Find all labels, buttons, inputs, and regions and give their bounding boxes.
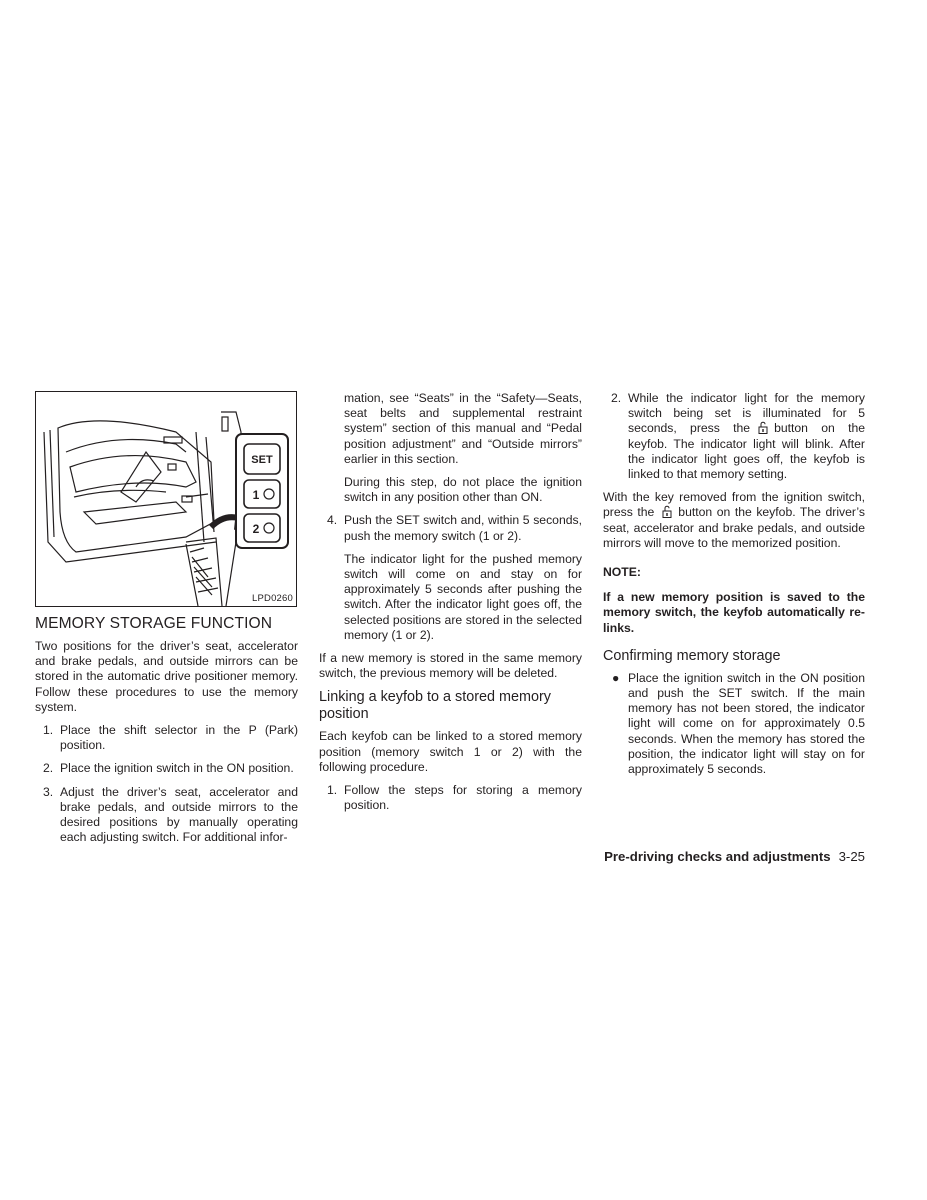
step-number: 2. bbox=[611, 391, 622, 405]
bullet-icon: ● bbox=[612, 670, 620, 685]
section-heading: MEMORY STORAGE FUNCTION bbox=[35, 615, 273, 632]
intro-paragraph: Two positions for the driver’s seat, accelerator and brake pedals, and outside mirrors can be stored in the automatic drive positioner memory. Follow these procedures to use the memory system. bbox=[35, 639, 298, 714]
step-number: 1. bbox=[327, 783, 338, 798]
step-number: 2. bbox=[43, 761, 54, 776]
step-number: 3. bbox=[43, 784, 54, 799]
step-text: Adjust the driver’s seat, accelerator and brake pedals, and outside mirrors to the desired positions by manually operating each adjusting switch. For additional infor- bbox=[60, 784, 298, 845]
link-steps bbox=[319, 783, 582, 813]
key-removed-before: With the key removed from the ignition switch, press the bbox=[603, 490, 865, 520]
memory-1-button-label: 1 bbox=[252, 488, 260, 502]
list-item bbox=[603, 391, 865, 482]
subsection-heading: Linking a keyfob to a stored memory position bbox=[319, 689, 551, 723]
list-item bbox=[603, 671, 865, 777]
set-button-label: SET bbox=[251, 454, 273, 466]
link-steps-continued bbox=[603, 391, 865, 482]
page-number: 3-25 bbox=[838, 849, 865, 864]
unlock-icon bbox=[662, 505, 672, 518]
chapter-title: Pre-driving checks and adjustments bbox=[604, 849, 831, 864]
confirm-list bbox=[603, 671, 865, 777]
step3-continuation: mation, see “Seats” in the “Safety—Seats, seat belts and supplemental restraint system” section of this manual and “Pedal position adjustment” and “Outside mirrors” earlier in this section. bbox=[344, 391, 582, 466]
note-text: If a new memory position is saved to the memory switch, the keyfob automatically re-links. bbox=[603, 590, 865, 635]
list-item bbox=[319, 513, 582, 543]
step-text: Place the shift selector in the P (Park) position. bbox=[60, 723, 298, 753]
step-number: 4. bbox=[327, 513, 338, 528]
key-removed-paragraph bbox=[603, 490, 865, 551]
key-removed-after: button on the keyfob. The driver’s seat, accelerator and brake pedals, and outside mirrors will move to the memorized position. bbox=[603, 505, 865, 550]
list-item bbox=[35, 785, 298, 846]
list-item bbox=[319, 783, 582, 813]
list-item bbox=[35, 723, 298, 753]
step-text-after: button on the keyfob. The indicator light will blink. After the indicator light goes off, the keyfob is linked to that memory setting. bbox=[628, 421, 866, 482]
figure-code: LPD0260 bbox=[251, 593, 293, 604]
overwrite-paragraph: If a new memory is stored in the same memory switch, the previous memory will be deleted. bbox=[319, 651, 582, 681]
list-item bbox=[35, 761, 298, 776]
step-text-before: While the indicator light for the memory switch being set is illuminated for 5 seconds, press the bbox=[628, 391, 865, 436]
door-panel-illustration bbox=[36, 392, 296, 606]
step-text: Place the ignition switch in the ON position. bbox=[60, 761, 294, 776]
step-text: Push the SET switch and, within 5 seconds, push the memory switch (1 or 2). bbox=[344, 513, 582, 543]
memory-switch-figure bbox=[35, 391, 297, 607]
subsection-heading: Confirming memory storage bbox=[603, 647, 781, 664]
column-right bbox=[603, 391, 865, 777]
storage-steps bbox=[35, 723, 298, 845]
page-footer bbox=[604, 849, 865, 865]
memory-2-button-label: 2 bbox=[252, 522, 260, 536]
unlock-icon bbox=[758, 421, 768, 434]
step4-detail: The indicator light for the pushed memory switch will come on and stay on for approximately 5 seconds after pushing the switch. After the indicator light goes off, the selected positions are stored in the selected memory (1 or 2). bbox=[344, 551, 582, 642]
step3-caution: During this step, do not place the ignition switch in any position other than ON. bbox=[344, 475, 582, 505]
storage-steps-continued bbox=[319, 513, 582, 543]
step-number: 1. bbox=[43, 723, 54, 738]
step-text: Follow the steps for storing a memory position. bbox=[344, 783, 582, 813]
column-left bbox=[35, 391, 298, 853]
column-middle bbox=[319, 391, 582, 821]
bullet-text: Place the ignition switch in the ON position and push the SET switch. If the main memory has not been stored, the indicator light will come on for approximately 0.5 seconds. When the memory has stored the position, the indicator light will stay on for approximately 5 seconds. bbox=[628, 670, 865, 777]
link-intro-paragraph: Each keyfob can be linked to a stored memory position (memory switch 1 or 2) with the following procedure. bbox=[319, 729, 582, 774]
note-label: NOTE: bbox=[603, 565, 641, 580]
